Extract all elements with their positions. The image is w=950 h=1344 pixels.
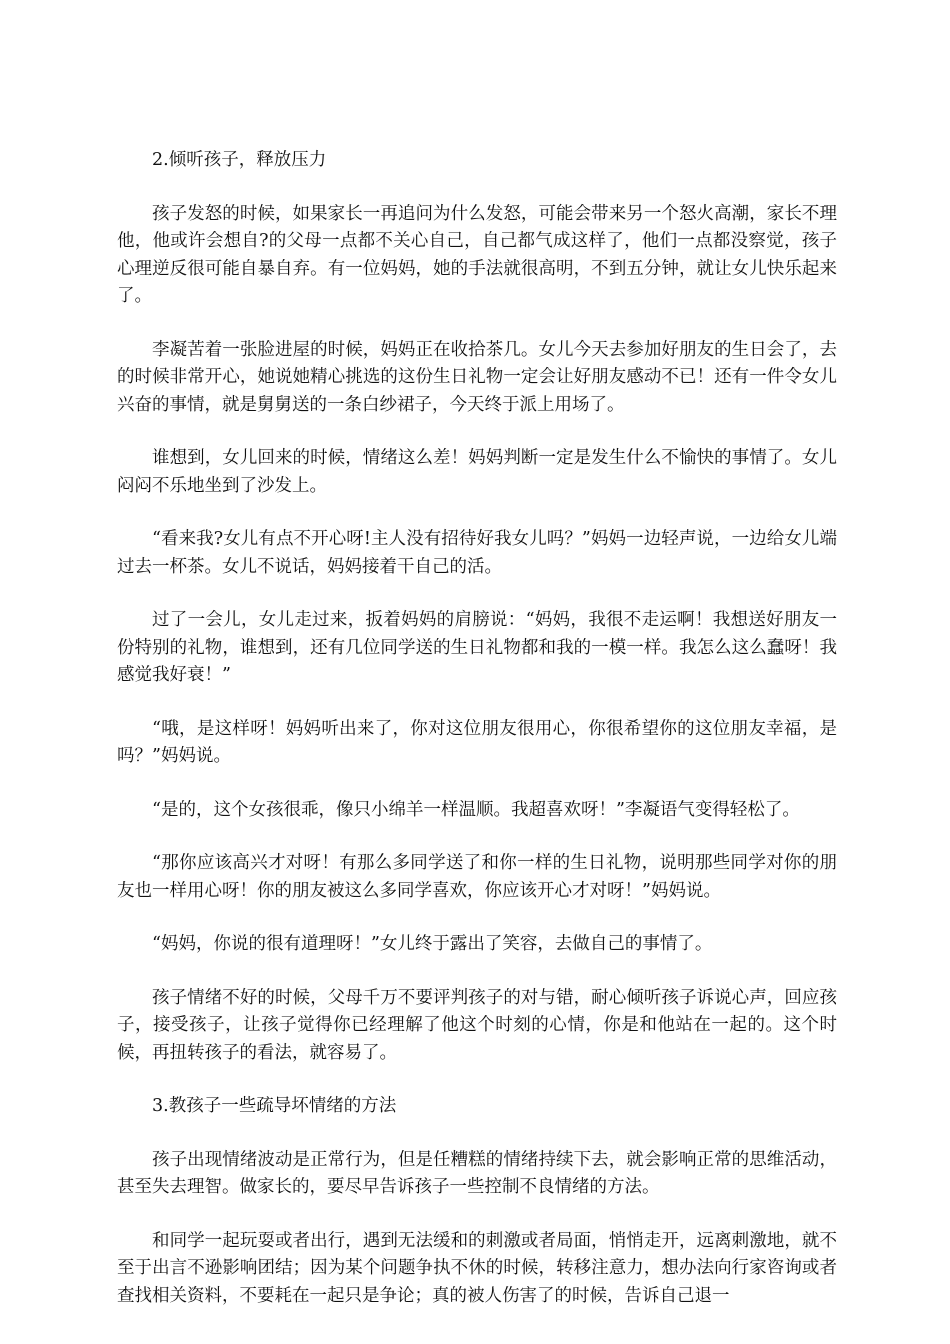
document-body <box>117 147 837 1310</box>
body-paragraph: 孩子发怒的时候，如果家长一再追问为什么发怒，可能会带来另一个怒火高潮，家长不理他，他或许会想自?的父母一点都不关心自己，自己都气成这样了，他们一点都没察觉，孩子心理逆反很可能自暴自弃。有一位妈妈，她的手法就很高明，不到五分钟，就让女儿快乐起来了。 <box>117 203 837 306</box>
body-paragraph: “是的，这个女孩很乖，像只小绵羊一样温顺。我超喜欢呀！”李凝语气变得轻松了。 <box>152 799 800 820</box>
body-paragraph: 过了一会儿，女儿走过来，扳着妈妈的肩膀说：“妈妈，我很不走运啊！我想送好朋友一份特别的礼物，谁想到，还有几位同学送的生日礼物都和我的一模一样。我怎么这么蠢呀！我感觉我好衰！” <box>117 610 837 685</box>
section-heading: 2.倾听孩子，释放压力 <box>152 150 327 170</box>
body-paragraph: “妈妈，你说的很有道理呀！”女儿终于露出了笑容，去做自己的事情了。 <box>152 934 713 954</box>
body-paragraph: 孩子出现情绪波动是正常行为，但是任糟糕的情绪持续下去，就会影响正常的思维活动，甚至失去理智。做家长的，要尽早告诉孩子一些控制不良情绪的方法。 <box>117 1149 837 1197</box>
section-heading: 3.教孩子一些疏导坏情绪的方法 <box>152 1096 397 1116</box>
body-paragraph: “看来我?女儿有点不开心呀!主人没有招待好我女儿吗？”妈妈一边轻声说，一边给女儿端过去一杯茶。女儿不说话，妈妈接着干自己的活。 <box>117 529 837 577</box>
body-paragraph: 李凝苦着一张脸进屋的时候，妈妈正在收拾茶几。女儿今天去参加好朋友的生日会了，去的时候非常开心，她说她精心挑选的这份生日礼物一定会让好朋友感动不已！还有一件令女儿兴奋的事情，就是舅舅送的一条白纱裙子，今天终于派上用场了。 <box>117 339 837 415</box>
body-paragraph: “哦，是这样呀！妈妈听出来了，你对这位朋友很用心，你很希望你的这位朋友幸福，是吗？”妈妈说。 <box>117 718 837 766</box>
body-paragraph: “那你应该高兴才对呀！有那么多同学送了和你一样的生日礼物，说明那些同学对你的朋友也一样用心呀！你的朋友被这么多同学喜欢，你应该开心才对呀！”妈妈说。 <box>117 853 837 901</box>
body-paragraph: 孩子情绪不好的时候，父母千万不要评判孩子的对与错，耐心倾听孩子诉说心声，回应孩子，接受孩子，让孩子觉得你已经理解了他这个时刻的心情，你是和他站在一起的。这个时候，再扭转孩子的看法，就容易了。 <box>117 987 837 1063</box>
body-paragraph: 谁想到，女儿回来的时候，情绪这么差！妈妈判断一定是发生什么不愉快的事情了。女儿闷闷不乐地坐到了沙发上。 <box>117 448 837 496</box>
body-paragraph: 和同学一起玩耍或者出行，遇到无法缓和的刺激或者局面，悄悄走开，远离刺激地，就不至于出言不逊影响团结；因为某个问题争执不休的时候，转移注意力，想办法向行家咨询或者查找相关资料，不要耗在一起只是争论；真的被人伤害了的时候，告诉自己退一 <box>117 1230 837 1306</box>
